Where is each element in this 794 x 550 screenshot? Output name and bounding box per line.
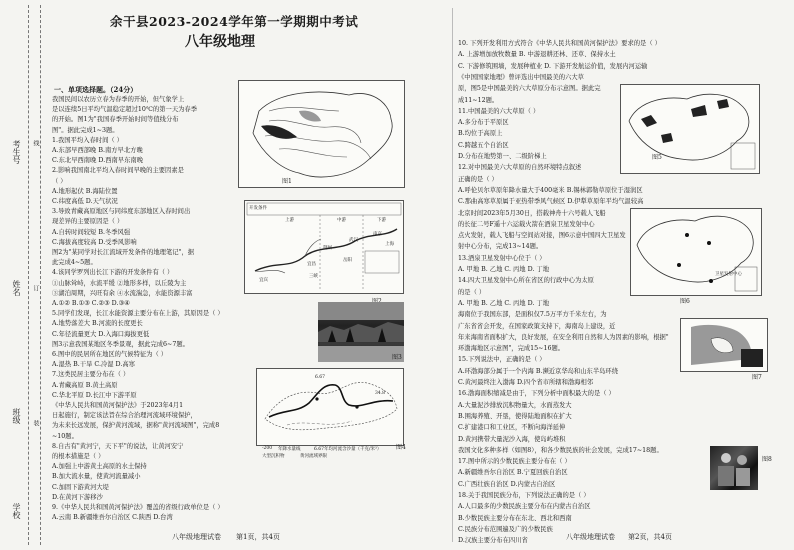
fig2-label-upper: 上游	[285, 218, 294, 223]
question-line: （ ）	[52, 177, 67, 185]
seal-text-2: 订	[32, 285, 39, 291]
question-line: 日起施行，制定该法旨在综合治理河流域环境保护，	[52, 412, 197, 420]
section-heading: 一、单项选择题。（24分）	[54, 85, 138, 94]
question-line: B.加大流水量，使黄河流量减小	[52, 473, 141, 481]
fig2-label-middle: 中游	[337, 218, 346, 223]
question-line: 16.渤海面积缩减是由于，下列分析中面积最大的是（ ）	[458, 390, 615, 398]
question-line: 15.下列说法中，正确的是（ ）	[458, 356, 546, 364]
question-line: 13.酒泉卫星发射中心位于（ ）	[458, 254, 546, 262]
question-line: ③湖泊周期，兴旺有余 ④水流湍急，水能资源丰富	[52, 289, 193, 297]
seal-text-3: 装	[32, 420, 39, 426]
question-line: C.东北早西南晚 D.西南早东南晚	[52, 157, 143, 165]
question-line: ①山脉耸峙，水流平缓 ②地形多样，以丘陵为主	[52, 279, 187, 287]
question-line: 成11~12题。	[458, 96, 499, 104]
exam-no-label: 考生号	[12, 140, 21, 164]
question-line: 年来海南省面积扩大，良好发展，在安全利用自然和人为因素的影响，根据"	[458, 333, 669, 341]
question-line: A.①② B.①③ C.②③ D.③④	[52, 300, 130, 307]
question-line: D.在黄河下游移沙	[52, 493, 103, 501]
question-line: C. 下游修筑围墙，发展种植业 D. 下游开发航运价值，发展内河运输	[458, 62, 648, 70]
fig4-legend-boundary: 黄河流域界限	[300, 454, 327, 459]
fig2-label-shanghai: 上海	[385, 242, 394, 247]
question-line: 18.关于我国民族分布，下列说法正确的是（ ）	[458, 492, 590, 499]
question-line: 4.该同学罗列出长江下游的开发条件有（ ）	[52, 269, 174, 277]
binding-dashed-line	[28, 5, 29, 545]
question-line: A.人口最多的少数民族主要分布在内蒙古自治区	[458, 503, 591, 511]
question-line: 的开始。图1为"我国春季开始时间等值线分布	[52, 116, 179, 124]
question-line: 正确的是（ ）	[458, 175, 498, 183]
question-line: ~10题。	[52, 432, 78, 440]
fig4-legend-sediment: 6.67年均河流含沙量（千克/米³）	[314, 447, 382, 452]
question-line: 1.我国平均入春时间（ ）	[52, 136, 123, 144]
question-line: C.纬度高低 D.天气状况	[52, 198, 118, 205]
question-line: 《中国国家地理》曾评选出中国最美的六大草	[458, 73, 584, 81]
footer-left-page: 第1页，共4页	[236, 533, 280, 541]
figure-6-map	[630, 208, 762, 296]
figure-3-caption: 图3	[392, 354, 402, 361]
question-line: 是以连续5日平均气温稳定超过10℃的第一天为春季	[52, 106, 198, 114]
question-line: A.地势落差大 B.河流的长度更长	[52, 320, 143, 328]
question-line: C.年径流量更大 D.入海口海拔更低	[52, 330, 150, 338]
question-line: 现差异的主要原因是（ ）	[52, 218, 124, 226]
fig4-legend-deposit: 大型沉积物	[262, 454, 285, 459]
question-line: 2.影响我国南北平均入春时间早晚的主要因素是	[52, 167, 184, 175]
question-line: D.汉族主要分布在四川省	[458, 537, 528, 545]
fig2-label-condition: 开发条件	[249, 206, 267, 211]
question-line: A.云南 B.新疆维吾尔自治区 C.陕西 D.台湾	[52, 514, 173, 522]
fig4-label-348: 34.8	[375, 391, 386, 396]
footer-left-title: 八年级地理试卷	[172, 533, 221, 541]
question-line: A. 甲地 B. 乙地 C. 丙地 D. 丁地	[458, 266, 549, 273]
question-line: 为未来长远发展，保护黄河流域，据称"黄河流域图"，完成8	[52, 422, 220, 430]
question-line: A.环渤海部分属于一个内海 B.濒近京华岛和山东半岛环绕	[458, 367, 619, 375]
question-line: 海南位于我国东部，是面积仅7.5万平方千米左右，为	[458, 311, 607, 319]
question-line: 环渤海地区示意图"，完成15~16题。	[458, 345, 565, 353]
question-line: 的长征二号F遥十六运载火箭在酒泉卫星发射中心	[458, 220, 595, 228]
binding-dashed-line-inner	[40, 5, 41, 545]
question-line: A.自转时间较短 B.冬季风强	[52, 228, 131, 236]
question-line: C.海拔高度较高 D.受季风影响	[52, 238, 137, 246]
footer-right-title: 八年级地理试卷	[566, 533, 615, 541]
question-line: D.黄河携带大量泥沙入海，使岛屿堆积	[458, 435, 566, 443]
question-line: D.分布在地势第一、二级阶梯上	[458, 153, 547, 160]
question-line: 9.《中华人民共和国黄河保护法》覆盖的省级行政单位是（ ）	[52, 504, 224, 511]
figure-7-caption: 图7	[752, 374, 762, 381]
question-line: A.加强上中游黄土高原的水土保持	[52, 463, 147, 471]
figure-4-caption: 图4	[396, 444, 406, 451]
exam-subtitle: 八年级地理	[185, 34, 255, 50]
question-line: 射中心分布，完成13~14题。	[458, 243, 543, 251]
figure-6-caption: 图6	[680, 298, 690, 305]
question-line: 12.对中国最美六大草原的自然环境特点叙述	[458, 164, 582, 172]
question-line: 图2为"某同学对长江流域开发条件的地理笔记"，据	[52, 249, 195, 256]
question-line: B.少数民族主要分布在东北、西北和西南	[458, 514, 572, 522]
fig6-legend: 卫星发射中心	[715, 272, 742, 277]
question-line: A.青藏高原 B.黄土高原	[52, 381, 118, 389]
question-line: C.华北平原 D.长江中下游平原	[52, 391, 137, 399]
question-line: A.地形起伏 B.海陆位置	[52, 187, 118, 195]
figure-1-map	[238, 80, 405, 188]
fig2-label-yibin: 宜宾	[259, 278, 268, 283]
question-line: C.黄河最终注入渤海 D.四个省市所辖和渤海相邻	[458, 379, 594, 386]
footer-right-page: 第2页，共4页	[628, 533, 672, 541]
name-label: 姓名	[12, 280, 21, 296]
fig4-label-667: 6.67	[315, 375, 326, 380]
seal-text-1: 线	[32, 140, 39, 146]
question-line: C.广西壮族自治区 D.内蒙古自治区	[458, 480, 556, 488]
figure-2-map	[244, 200, 404, 294]
fig2-label-sanxia: 三峡	[309, 274, 318, 279]
fig2-label-yichang: 宜昌	[307, 262, 316, 267]
question-line: 的根本措施是（ ）	[52, 453, 105, 460]
page-divider	[452, 8, 453, 542]
question-line: 原，图5是中国最美的六大草原分布示意图。据此完	[458, 85, 601, 93]
fig2-label-wuhan: 武汉	[349, 238, 358, 243]
fig2-label-jingzhou: 荆州	[323, 246, 332, 251]
question-line: C.民族分布范围遍及广的少数民族	[458, 525, 553, 533]
question-line: B.均位于高原上	[458, 130, 503, 138]
fig2-label-nanjing: 南京	[373, 232, 382, 237]
question-line: 8.自古有"黄河宁，天下平"的说法，让黄河安宁	[52, 442, 184, 450]
question-line: 点火发射，载人飞船与空间站对接，图6示意中国四大卫星发	[458, 232, 626, 240]
question-line: C.跨越五个自治区	[458, 141, 509, 149]
question-line: B.围海养殖、开垦，使得陆地面积在扩大	[458, 412, 572, 420]
fig4-legend-precip-value: -200	[262, 446, 273, 451]
figure-8-photo	[710, 446, 758, 490]
school-label: 学校	[12, 503, 21, 519]
question-line: 14.四大卫星发射中心所在省区的行政中心为太原	[458, 277, 594, 285]
figure-7-map	[680, 318, 768, 372]
question-line: 我国民间以农历立春为春季的开始，但气象学上	[52, 96, 185, 103]
question-line: A.东部早西部晚 B.南方早北方晚	[52, 147, 143, 154]
question-line: C.加固下游黄河大堤	[52, 483, 109, 491]
question-line: 10. 下列开发利用方式符合《中华人民共和国黄河保护法》要求的是（ ）	[458, 40, 661, 47]
question-line: A.呼伦贝尔草原年降水量大于400毫米 B.锡林郭勒草原位于湿润区	[458, 186, 643, 194]
question-line: 5.同学们发现，长江水能资源主要分布在上游，其原因是（ ）	[52, 310, 224, 318]
question-line: 北京时间2023年5月30日，搭载神舟十六号载人飞船	[458, 209, 606, 217]
question-line: A.新疆维吾尔自治区 B.宁夏回族自治区	[458, 469, 568, 477]
question-line: 17.图中所示的少数民族主要分布在（ ）	[458, 458, 571, 466]
question-line: 11.中国最美的六大草原（ ）	[458, 107, 540, 115]
fig2-label-yueyang: 岳阳	[343, 258, 352, 263]
exam-title: 余干县2023-2024学年第一学期期中考试	[110, 14, 359, 29]
fig4-legend-precip-line: 年降水量线	[278, 447, 301, 452]
question-line: A. 上游增加放牧数量 B. 中游退耕还林、还草、保持水土	[458, 51, 616, 59]
figure-5-map	[620, 84, 760, 174]
question-line: A.多分布于平原区	[458, 119, 509, 127]
question-line: 此完成4~5题。	[52, 259, 97, 267]
figure-5-caption: 图5	[652, 154, 662, 161]
question-line: 的是（ ）	[458, 288, 486, 296]
question-line: C.扩建港口和工业区，不断向海洋延伸	[458, 424, 566, 432]
figure-4-map	[256, 368, 404, 446]
question-line: 3.导致青藏高原地区与同纬度东部地区入春时间出	[52, 208, 191, 216]
question-line: 7.这类民居主要分布在（ ）	[52, 371, 130, 379]
figure-8-caption: 图8	[762, 456, 772, 463]
question-line: 图3示意我国某地区冬季景观，据此完成6~7题。	[52, 340, 189, 348]
figure-1-caption: 图1	[282, 178, 292, 185]
question-line: A.湿热 B.干旱 C.冷湿 D.高寒	[52, 361, 135, 369]
question-line: 广东省省会开发，在国家政策支持下，海南岛上建设，近	[458, 322, 616, 330]
question-line: A. 甲地 B. 乙地 C. 丙地 D. 丁地	[458, 299, 549, 307]
question-line: C.那曲高寒草原属于亚热带季风气候区 D.伊犁草原年平均气温较高	[458, 198, 644, 206]
class-label: 班级	[12, 408, 21, 424]
question-line: 图"。据此完成1~3题。	[52, 126, 119, 134]
question-line: A.大量泥沙排放沉积物量大，水面蒸发大	[458, 401, 572, 409]
fig2-label-lower: 下游	[377, 218, 386, 223]
question-line: 我国文化多种多样（如图8），和各少数民族的社会发展，完成17~18题。	[458, 446, 663, 454]
question-line: 《中华人民共和国黄河保护法》于2023年4月1	[52, 402, 184, 409]
question-line: 6.图中的民居所在地区的气候特征为（ ）	[52, 351, 168, 358]
